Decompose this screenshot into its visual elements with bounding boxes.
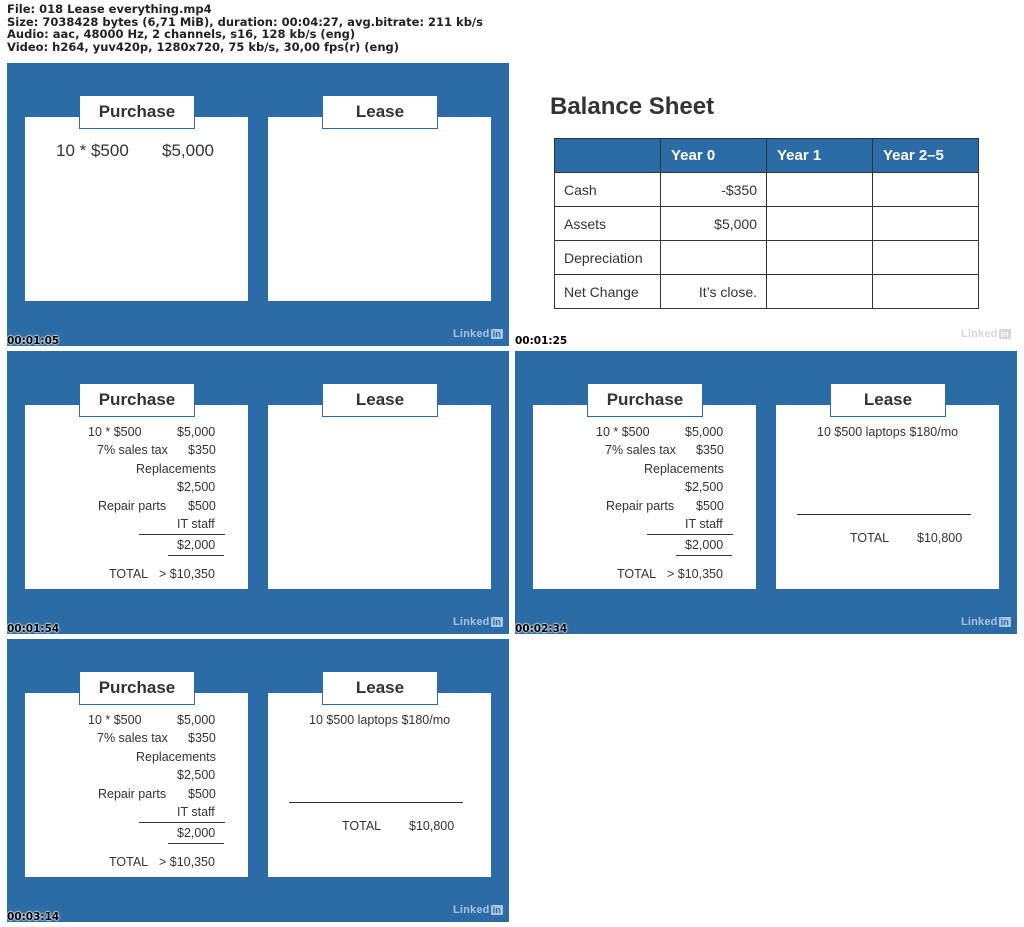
thumbnail-frame-4[interactable] bbox=[515, 351, 1017, 634]
purchase-amount: $500 bbox=[696, 499, 724, 513]
table-row bbox=[555, 173, 979, 207]
purchase-amount: $2,000 bbox=[177, 538, 216, 552]
total-label: TOTAL bbox=[617, 567, 657, 581]
total-value: > $10,350 bbox=[667, 567, 723, 581]
purchase-tab: Purchase bbox=[79, 383, 195, 417]
linkedin-logo: Linked in bbox=[960, 616, 1009, 628]
header-cell: Year 1 bbox=[767, 139, 873, 173]
total-value: $10,800 bbox=[409, 819, 455, 833]
linkedin-logo: Linked in bbox=[452, 904, 501, 916]
lease-card bbox=[268, 405, 491, 589]
purchase-item: 7% sales tax bbox=[605, 443, 676, 457]
purchase-tab: Purchase bbox=[79, 671, 195, 705]
purchase-amount: $2,000 bbox=[685, 538, 724, 552]
purchase-tab: Purchase bbox=[587, 383, 703, 417]
timestamp: 00:03:14 bbox=[7, 911, 60, 922]
purchase-amount: $500 bbox=[188, 499, 216, 513]
header-cell: Year 0 bbox=[661, 139, 767, 173]
header-cell: Year 2–5 bbox=[873, 139, 979, 173]
linkedin-logo: Linked in bbox=[452, 328, 501, 340]
total-label: TOTAL bbox=[342, 819, 382, 833]
purchase-amount: $5,000 bbox=[177, 425, 216, 439]
lease-tab: Lease bbox=[322, 383, 438, 417]
purchase-amount: $500 bbox=[188, 787, 216, 801]
purchase-item: 10 * $500 bbox=[88, 425, 142, 439]
purchase-amount: $2,000 bbox=[177, 826, 216, 840]
table-cell bbox=[873, 207, 979, 241]
divider bbox=[168, 843, 224, 844]
video-info: Video: h264, yuv420p, 1280x720, 75 kb/s, 30,00 fps(r) (eng) bbox=[7, 39, 400, 54]
table-cell bbox=[767, 241, 873, 275]
file-info-header bbox=[7, 3, 483, 53]
total-label: TOTAL bbox=[109, 567, 149, 581]
purchase-amount: $350 bbox=[188, 443, 216, 457]
timestamp: 00:01:54 bbox=[7, 623, 60, 634]
divider bbox=[797, 514, 971, 515]
lease-tab: Lease bbox=[322, 671, 438, 705]
purchase-item: 7% sales tax bbox=[97, 443, 168, 457]
lease-card bbox=[268, 117, 491, 301]
row-label: Net Change bbox=[555, 275, 661, 309]
divider bbox=[139, 822, 225, 823]
thumbnail-frame-2[interactable] bbox=[515, 63, 1017, 346]
divider bbox=[168, 555, 224, 556]
table-row bbox=[555, 207, 979, 241]
purchase-amount: $5,000 bbox=[685, 425, 724, 439]
total-value: $10,800 bbox=[917, 531, 963, 545]
purchase-item: Replacements bbox=[136, 462, 216, 476]
balance-sheet-table bbox=[554, 138, 979, 309]
purchase-amount: $2,500 bbox=[177, 480, 216, 494]
table-header-row bbox=[555, 139, 979, 173]
row-label: Cash bbox=[555, 173, 661, 207]
table-cell: It’s close. bbox=[661, 275, 767, 309]
purchase-item: Repair parts bbox=[98, 787, 167, 801]
thumbnail-frame-5[interactable] bbox=[7, 639, 509, 922]
purchase-item: IT staff bbox=[177, 805, 215, 819]
audio-info: Audio: aac, 48000 Hz, 2 channels, s16, 128 kb/s (eng) bbox=[7, 27, 356, 42]
table-cell: -$350 bbox=[661, 173, 767, 207]
purchase-amount: $350 bbox=[696, 443, 724, 457]
total-label: TOTAL bbox=[109, 855, 149, 869]
purchase-item: Repair parts bbox=[606, 499, 675, 513]
purchase-item: 10 * $500 bbox=[596, 425, 650, 439]
table-cell bbox=[873, 173, 979, 207]
purchase-tab: Purchase bbox=[79, 95, 195, 129]
timestamp: 00:01:05 bbox=[7, 335, 60, 346]
table-cell bbox=[873, 241, 979, 275]
total-label: TOTAL bbox=[850, 531, 890, 545]
total-value: > $10,350 bbox=[159, 855, 215, 869]
header-cell bbox=[555, 139, 661, 173]
purchase-item: IT staff bbox=[685, 517, 723, 531]
timestamp: 00:02:34 bbox=[515, 623, 568, 634]
lease-item: 10 $500 laptops $180/mo bbox=[309, 713, 451, 727]
divider bbox=[676, 555, 732, 556]
purchase-item: Repair parts bbox=[98, 499, 167, 513]
purchase-value: $5,000 bbox=[162, 141, 214, 160]
purchase-item: IT staff bbox=[177, 517, 215, 531]
file-name: File: 018 Lease everything.mp4 bbox=[7, 2, 212, 16]
file-size: Size: 7038428 bytes (6,71 MiB), duration: 00:04:27, avg.bitrate: 211 kb/s bbox=[7, 14, 483, 29]
lease-item: 10 $500 laptops $180/mo bbox=[817, 425, 959, 439]
lease-tab: Lease bbox=[322, 95, 438, 129]
timestamp: 00:01:25 bbox=[515, 335, 568, 346]
divider bbox=[139, 534, 225, 535]
total-value: > $10,350 bbox=[159, 567, 215, 581]
divider bbox=[647, 534, 733, 535]
table-cell: $5,000 bbox=[661, 207, 767, 241]
table-row bbox=[555, 241, 979, 275]
table-cell bbox=[873, 275, 979, 309]
divider bbox=[289, 802, 463, 803]
thumbnail-frame-1[interactable] bbox=[7, 63, 509, 346]
purchase-item: 7% sales tax bbox=[97, 731, 168, 745]
table-row bbox=[555, 275, 979, 309]
purchase-item: Replacements bbox=[136, 750, 216, 764]
purchase-amount: $2,500 bbox=[685, 480, 724, 494]
table-cell bbox=[767, 173, 873, 207]
linkedin-logo: Linked in bbox=[960, 328, 1009, 340]
lease-tab: Lease bbox=[830, 383, 946, 417]
balance-sheet-title: Balance Sheet bbox=[550, 93, 715, 120]
table-cell bbox=[767, 275, 873, 309]
purchase-amount: $350 bbox=[188, 731, 216, 745]
purchase-line: 10 * $500 bbox=[56, 141, 129, 160]
table-cell bbox=[661, 241, 767, 275]
row-label: Depreciation bbox=[555, 241, 661, 275]
purchase-item: 10 * $500 bbox=[88, 713, 142, 727]
thumbnail-frame-3[interactable] bbox=[7, 351, 509, 634]
purchase-amount: $2,500 bbox=[177, 768, 216, 782]
linkedin-logo: Linked in bbox=[452, 616, 501, 628]
row-label: Assets bbox=[555, 207, 661, 241]
purchase-amount: $5,000 bbox=[177, 713, 216, 727]
table-cell bbox=[767, 207, 873, 241]
purchase-item: Replacements bbox=[644, 462, 724, 476]
